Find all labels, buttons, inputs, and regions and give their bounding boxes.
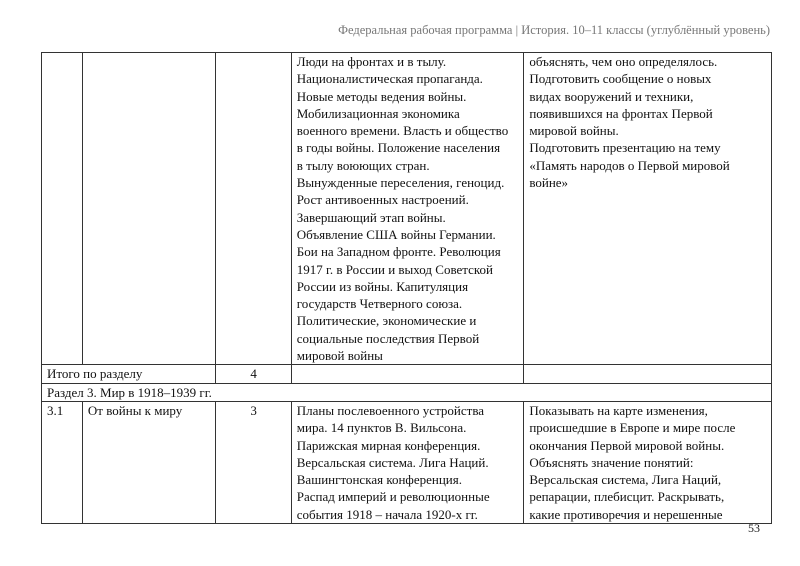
text-line: государств Четверного союза. [296, 296, 463, 312]
text-line: Подготовить сообщение о новых [529, 71, 712, 87]
text-line: Политические, экономические и [296, 313, 477, 329]
cell-empty [291, 365, 524, 383]
curriculum-table [41, 52, 772, 524]
cell-content [291, 53, 524, 365]
text-line: Объявление США войны Германии. [296, 226, 496, 242]
text-line: Показывать на карте изменения, [529, 402, 708, 418]
text-line: Версальская система, Лига Наций, [529, 472, 722, 488]
total-label: Итого по разделу [42, 365, 216, 383]
text-line: «Память народов о Первой мировой [529, 157, 730, 173]
text-line: социальные последствия Первой [296, 330, 480, 346]
cell-empty [524, 365, 772, 383]
cell-activities [524, 401, 772, 523]
cell-hours: 3 [216, 401, 291, 523]
cell-content [291, 401, 524, 523]
text-line: репарации, плебисцит. Раскрывать, [529, 489, 725, 505]
text-line: России из войны. Капитуляция [296, 278, 469, 294]
text-line: видах вооружений и техники, [529, 88, 694, 104]
text-line: 1917 г. в России и выход Советской [296, 261, 494, 277]
text-line: появившихся на фронтах Первой [529, 105, 713, 121]
text-line: Рост антивоенных настроений. [296, 192, 469, 208]
text-line: в годы войны. Положение населения [296, 140, 501, 156]
text-line: Бои на Западном фронте. Революция [296, 244, 501, 260]
text-line: Националистическая пропаганда. [296, 71, 483, 87]
text-line: Завершающий этап войны. [296, 209, 446, 225]
page-number: 53 [748, 521, 760, 535]
text-line: Подготовить презентацию на тему [529, 140, 721, 156]
table-row [42, 53, 772, 365]
text-line: объяснять, чем оно определялось. [529, 54, 718, 69]
text-line: военного времени. Власть и общество [296, 123, 509, 139]
text-line: происшедшие в Европе и мире после [529, 420, 736, 436]
text-line: Вашингтонская конференция. [296, 472, 462, 488]
total-row [42, 365, 772, 383]
cell-activities [524, 53, 772, 365]
text-line: мировой войны. [529, 123, 619, 139]
cell-topic [82, 53, 216, 365]
text-line: окончания Первой мировой войны. [529, 437, 725, 453]
cell-hours [216, 53, 291, 365]
text-line: события 1918 – начала 1920-х гг. [296, 506, 478, 522]
total-hours: 4 [216, 365, 291, 383]
text-line: какие противоречия и нерешенные [529, 506, 723, 522]
text-line: Мобилизационная экономика [296, 105, 460, 121]
text-line: Распад империй и революционные [296, 489, 490, 505]
text-line: мира. 14 пунктов В. Вильсона. [296, 420, 467, 436]
table-row [42, 401, 772, 523]
text-line: Планы послевоенного устройства [296, 402, 485, 418]
cell-number [42, 53, 83, 365]
text-line: мировой войны [296, 348, 383, 364]
section-title: Раздел 3. Мир в 1918–1939 гг. [42, 383, 772, 401]
text-line: Люди на фронтах и в тылу. [296, 54, 447, 69]
text-line: в тылу воюющих стран. [296, 157, 430, 173]
cell-topic: От войны к миру [82, 401, 216, 523]
cell-number: 3.1 [42, 401, 83, 523]
text-line: Объяснять значение понятий: [529, 454, 694, 470]
running-header: Федеральная рабочая программа | История. 10–11 классы (углублённый уровень) [338, 23, 770, 37]
text-line: Новые методы ведения войны. [296, 88, 467, 104]
text-line: Вынужденные переселения, геноцид. [296, 175, 505, 191]
text-line: войне» [529, 175, 569, 191]
text-line: Парижская мирная конференция. [296, 437, 481, 453]
section-row [42, 383, 772, 401]
text-line: Версальская система. Лига Наций. [296, 454, 489, 470]
